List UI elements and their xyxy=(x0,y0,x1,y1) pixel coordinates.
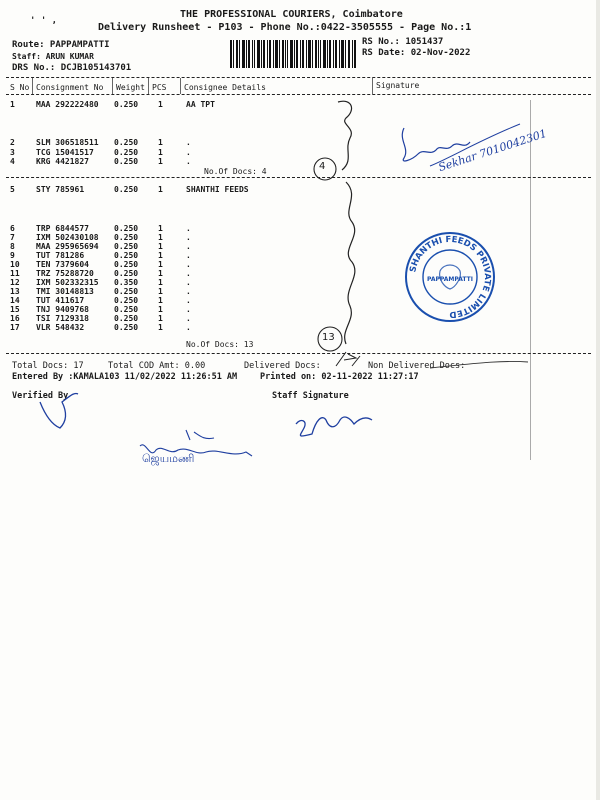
row-weight: 0.250 xyxy=(114,305,139,314)
row-consignee: . xyxy=(186,224,191,233)
row-consignment: TRP 6844577 xyxy=(36,224,89,233)
group2-doc-count: No.Of Docs: 13 xyxy=(186,340,254,349)
signature-note: Sekhar 7010042301 xyxy=(436,126,549,175)
row-weight: 0.250 xyxy=(114,260,139,269)
row-sno: 8 xyxy=(10,242,15,251)
col-consignment: Consignment No xyxy=(36,83,104,92)
row-pcs: 1 xyxy=(158,296,163,305)
row-consignment: TNJ 9409768 xyxy=(36,305,89,314)
row-weight: 0.250 xyxy=(114,269,139,278)
row-consignment: TUT 781286 xyxy=(36,251,85,260)
row-sno: 1 xyxy=(10,100,15,109)
row-consignment: MAA 295965694 xyxy=(36,242,99,251)
row-sno: 4 xyxy=(10,157,15,166)
col-sno: S No xyxy=(10,83,30,92)
row-consignee: . xyxy=(186,287,191,296)
delivered-docs: Delivered Docs: xyxy=(244,361,321,371)
row-consignment: IXM 502430108 xyxy=(36,233,99,242)
row-pcs: 1 xyxy=(158,314,163,323)
staff-label: Staff: ARUN KUMAR xyxy=(12,52,94,61)
pen-stroke xyxy=(430,361,528,368)
row-weight: 0.250 xyxy=(114,233,139,242)
row-pcs: 1 xyxy=(158,233,163,242)
row-weight: 0.250 xyxy=(114,296,139,305)
row-sno: 5 xyxy=(10,185,15,194)
company-name: THE PROFESSIONAL COURIERS, Coimbatore xyxy=(180,9,403,20)
row-consignee: SHANTHI FEEDS xyxy=(186,185,249,194)
row-sno: 3 xyxy=(10,148,15,157)
verified-by-label: Verified By xyxy=(12,391,69,401)
bracket-mark xyxy=(338,101,352,170)
entered-by: Entered By :KAMALA103 11/02/2022 11:26:51 AM xyxy=(12,372,238,382)
total-docs: Total Docs: 17 xyxy=(12,361,84,371)
row-consignment: TEN 7379604 xyxy=(36,260,89,269)
row-sno: 7 xyxy=(10,233,15,242)
drs-number: DRS No.: DCJB105143701 xyxy=(12,63,132,73)
col-signature: Signature xyxy=(376,81,420,90)
row-sno: 2 xyxy=(10,138,15,147)
scan-mark: ' ' , xyxy=(30,16,58,26)
non-delivered-docs: Non Delivered Docs: xyxy=(368,361,466,371)
row-consignee: . xyxy=(186,296,191,305)
row-consignment: STY 785961 xyxy=(36,185,85,194)
row-consignee: . xyxy=(186,148,191,157)
row-weight: 0.250 xyxy=(114,224,139,233)
row-consignment: TUT 411617 xyxy=(36,296,85,305)
col-consignee: Consignee Details xyxy=(184,83,266,92)
tamil-signature-stroke xyxy=(186,430,214,440)
row-consignment: SLM 306518511 xyxy=(36,138,99,147)
row-consignee: . xyxy=(186,157,191,166)
row-weight: 0.250 xyxy=(114,323,139,332)
row-pcs: 1 xyxy=(158,185,163,194)
staff-signature-label: Staff Signature xyxy=(272,391,349,401)
row-consignee: . xyxy=(186,138,191,147)
row-sno: 17 xyxy=(10,323,20,332)
row-consignee: . xyxy=(186,251,191,260)
row-consignee: . xyxy=(186,278,191,287)
row-consignee: AA TPT xyxy=(186,100,215,109)
row-consignment: KRG 4421827 xyxy=(36,157,89,166)
tamil-signature: ஜெயமணி xyxy=(142,452,195,465)
row-pcs: 1 xyxy=(158,100,163,109)
route-label: Route: PAPPAMPATTI xyxy=(12,40,110,50)
row-consignee: . xyxy=(186,323,191,332)
row-sno: 12 xyxy=(10,278,20,287)
row-weight: 0.250 xyxy=(114,138,139,147)
stamp-inner-text: PAPPAMPATTI xyxy=(427,276,473,283)
stamp-outer-text: SHANTHI FEEDS PRIVATE LIMITED xyxy=(408,234,493,320)
rs-number: RS No.: 1051437 xyxy=(362,37,444,47)
col-weight: Weight xyxy=(116,83,145,92)
row-sno: 10 xyxy=(10,260,20,269)
circled-number: 4 xyxy=(319,161,326,172)
row-pcs: 1 xyxy=(158,224,163,233)
row-weight: 0.250 xyxy=(114,242,139,251)
row-consignee: . xyxy=(186,314,191,323)
circled-number: 13 xyxy=(322,332,335,343)
row-consignee: . xyxy=(186,260,191,269)
row-weight: 0.350 xyxy=(114,278,139,287)
row-consignee: . xyxy=(186,233,191,242)
row-consignment: TRZ 75288720 xyxy=(36,269,94,278)
row-pcs: 1 xyxy=(158,287,163,296)
row-weight: 0.250 xyxy=(114,185,139,194)
row-consignee: . xyxy=(186,242,191,251)
row-pcs: 1 xyxy=(158,305,163,314)
row-pcs: 1 xyxy=(158,148,163,157)
row-pcs: 1 xyxy=(158,157,163,166)
group1-doc-count: No.Of Docs: 4 xyxy=(204,167,267,176)
row-weight: 0.250 xyxy=(114,314,139,323)
verified-signature xyxy=(40,393,78,428)
company-stamp xyxy=(404,231,496,323)
printed-on: Printed on: 02-11-2022 11:27:17 xyxy=(260,372,419,382)
row-consignee: . xyxy=(186,269,191,278)
row-pcs: 1 xyxy=(158,138,163,147)
row-weight: 0.250 xyxy=(114,287,139,296)
row-pcs: 1 xyxy=(158,251,163,260)
row-weight: 0.250 xyxy=(114,148,139,157)
row-sno: 9 xyxy=(10,251,15,260)
arrow-mark xyxy=(336,352,356,366)
row-pcs: 1 xyxy=(158,242,163,251)
row-weight: 0.250 xyxy=(114,157,139,166)
row-sno: 14 xyxy=(10,296,20,305)
rs-date: RS Date: 02-Nov-2022 xyxy=(362,48,471,58)
row-consignee: . xyxy=(186,305,191,314)
row-pcs: 1 xyxy=(158,260,163,269)
row-consignment: TSI 7129318 xyxy=(36,314,89,323)
staff-signature xyxy=(296,417,372,436)
row-weight: 0.250 xyxy=(114,251,139,260)
row-pcs: 1 xyxy=(158,278,163,287)
total-cod: Total COD Amt: 0.00 xyxy=(108,361,206,371)
row-consignment: VLR 548432 xyxy=(36,323,85,332)
row-pcs: 1 xyxy=(158,269,163,278)
col-pcs: PCS xyxy=(152,83,167,92)
row-consignment: IXM 502332315 xyxy=(36,278,99,287)
row-sno: 6 xyxy=(10,224,15,233)
row-consignment: TMI 30148813 xyxy=(36,287,94,296)
row-pcs: 1 xyxy=(158,323,163,332)
row-consignment: TCG 15041517 xyxy=(36,148,94,157)
row-sno: 15 xyxy=(10,305,20,314)
row-consignment: MAA 292222480 xyxy=(36,100,99,109)
row-sno: 13 xyxy=(10,287,20,296)
runsheet-title: Delivery Runsheet - P103 - Phone No.:0422-3505555 - Page No.:1 xyxy=(98,22,472,33)
row-sno: 11 xyxy=(10,269,20,278)
row-weight: 0.250 xyxy=(114,100,139,109)
bracket-mark xyxy=(345,182,355,344)
row-sno: 16 xyxy=(10,314,20,323)
